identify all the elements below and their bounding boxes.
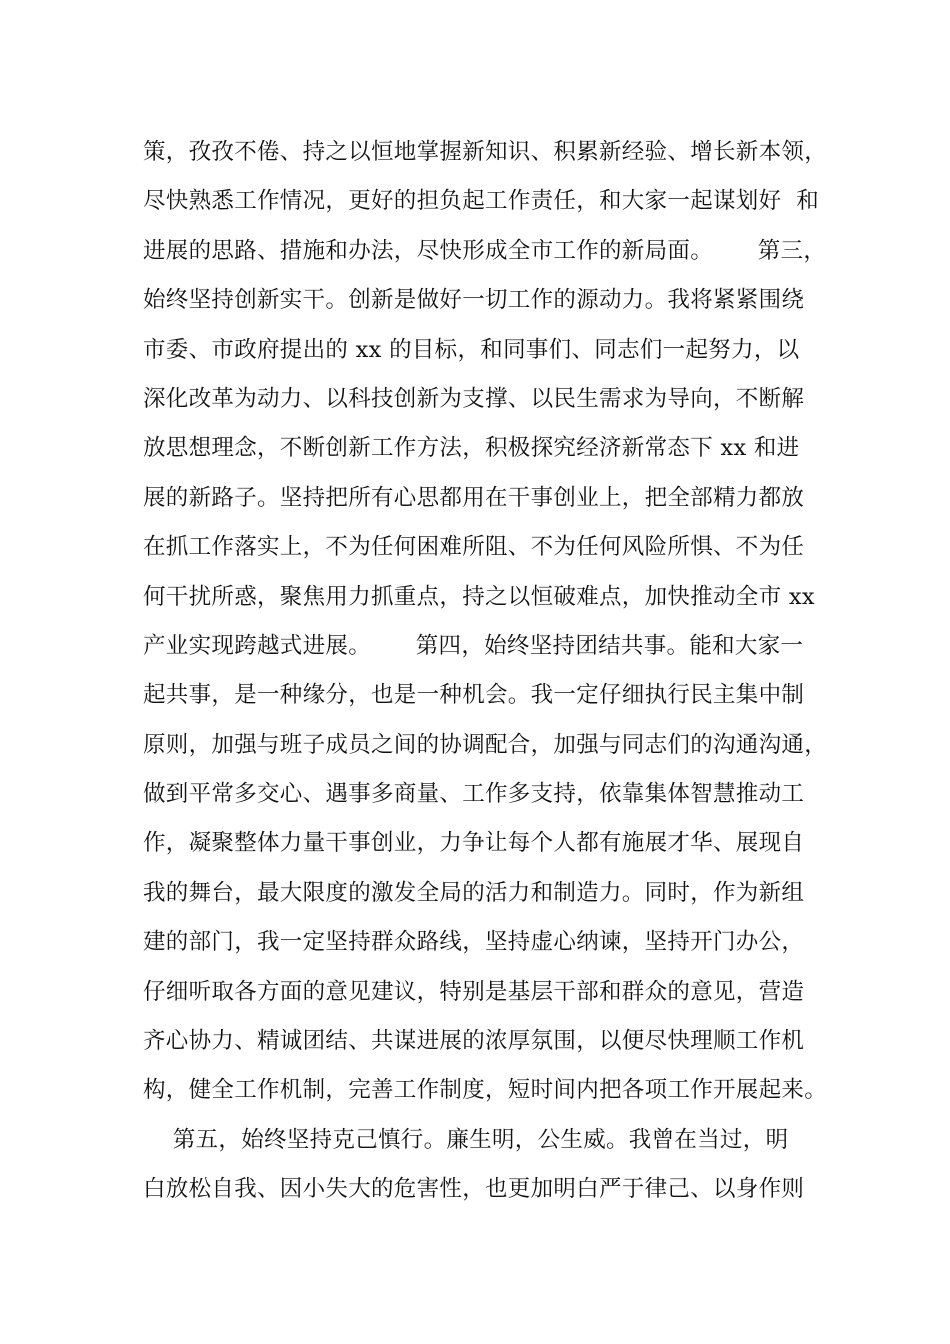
text-line: 起共事，是一种缘分，也是一种机会。我一定仔细执行民主集中制 (143, 682, 805, 709)
text-line: 市委、市政府提出的 xx 的目标，和同事们、同志们一起努力，以 (143, 336, 800, 363)
text-line: 产业实现跨越式进展。 第四，始终坚持团结共事。能和大家一 (143, 632, 804, 659)
text-line: 齐心协力、精诚团结、共谋进展的浓厚氛围，以便尽快理顺工作机 (143, 1028, 805, 1055)
text-line: 作，凝聚整体力量干事创业，力争让每个人都有施展才华、展现自 (143, 830, 805, 857)
text-line: 放思想理念，不断创新工作方法，积极探究经济新常态下 xx 和进 (143, 435, 800, 462)
text-line: 仔细听取各方面的意见建议，特别是基层干部和群众的意见，营造 (143, 978, 805, 1005)
text-line: 在抓工作落实上，不为任何困难所阻、不为任何风险所惧、不为任 (143, 534, 805, 561)
text-line: 何干扰所惑，聚焦用力抓重点，持之以恒破难点，加快推动全市 xx (143, 583, 815, 610)
text-line: 深化改革为动力、以科技创新为支撑、以民生需求为导向，不断解 (143, 385, 805, 412)
text-line: 做到平常多交心、遇事多商量、工作多支持，依靠集体智慧推动工 (143, 781, 805, 808)
text-line: 尽快熟悉工作情况，更好的担负起工作责任，和大家一起谋划好 和 (143, 188, 820, 215)
text-line: 白放松自我、因小失大的危害性，也更加明白严于律己、以身作则 (143, 1176, 805, 1203)
text-line: 建的部门，我一定坚持群众路线，坚持虚心纳谏，坚持开门办公， (143, 929, 805, 956)
text-line: 策，孜孜不倦、持之以恒地掌握新知识、积累新经验、增长新本领， (143, 139, 828, 165)
text-line: 第五，始终坚持克己慎行。廉生明，公生威。我曾在当过，明 (143, 1126, 789, 1153)
text-line: 构，健全工作机制，完善工作制度，短时间内把各项工作开展起来。 (143, 1077, 828, 1104)
text-line: 进展的思路、措施和办法，尽快形成全市工作的新局面。 第三， (143, 237, 827, 264)
text-line: 原则，加强与班子成员之间的协调配合，加强与同志们的沟通沟通， (143, 731, 828, 758)
body-text (143, 128, 833, 1215)
text-line: 始终坚持创新实干。创新是做好一切工作的源动力。我将紧紧围绕 (143, 287, 805, 314)
text-line: 展的新路子。坚持把所有心思都用在干事创业上，把全部精力都放 (143, 484, 805, 511)
text-line: 我的舞台，最大限度的激发全局的活力和制造力。同时，作为新组 (143, 879, 805, 906)
